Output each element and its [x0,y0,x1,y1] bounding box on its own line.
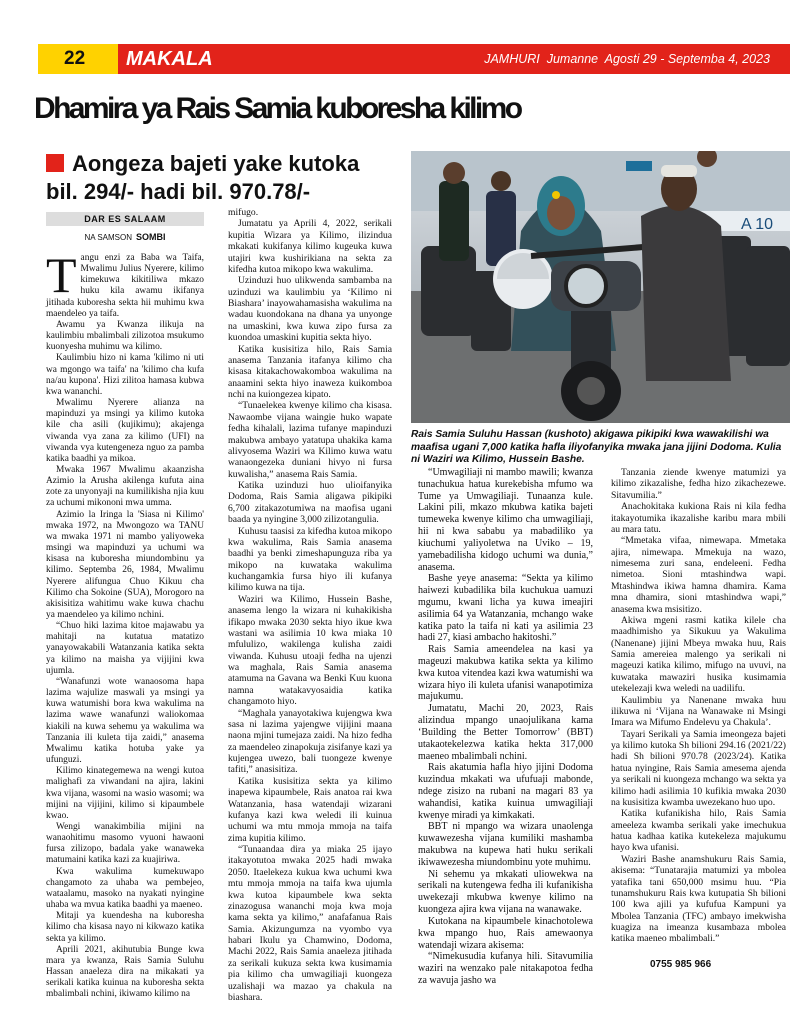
publication-date: JAMHURI Jumanne Agosti 29 - Septemba 4, 2023 [484,52,770,66]
article-paragraph: Azimio la Iringa la 'Siasa ni Kilimo' mwaka 1972, na Mwongozo wa TANU wa mwaka 1971 ni mambo yaliyoweka msingi wa mapinduzi ya uchumi wa kisasa na kuboresha miundombinu ya kilimo. Septemba 26, 1984, Mwalimu Nyerere alifungua Chuo Kikuu cha Kilimo cha Sokoine (SUA), Morogoro na akisisitiza wahitimu wake kuwa chachu ya maendeleo ya kilimo nchini. [46,509,204,620]
section-band [118,44,790,74]
byline [46,230,204,245]
article-paragraph: Kwa wakulima kumekuwapo changamoto za uhaba wa pembejeo, wataalamu, masoko na nyakati nyingine uhaba wa mvua katika baadhi ya maeneo. [46,866,204,911]
byline-name: SOMBI [136,232,166,242]
article-paragraph: mifugo. [228,207,259,218]
article-paragraph: Wengi wanakimbilia mijini na wanaohitimu masomo vyuoni hawaoni fursa zilizopo, badala yake wanaweka matumaini katika kazi za kuajiriwa. [46,821,204,866]
article-paragraph: Kuhusu taasisi za kifedha kutoa mikopo kwa wakulima, Rais Samia anasema baadhi ya benki zimeshapunguza riba ya mikopo na kuwataka wakulima kuchangamkia fursa hiyo ili kufanya kilimo kuwa na tija. [228,525,392,594]
byline-prefix: NA SAMSON [84,233,133,242]
article-paragraph: “Tunaandaa dira ya miaka 25 ijayo itakayotutoa mwaka 2025 hadi mwaka 2050. Itaelekeza kukua kwa uchumi kwa mtu mmoja mmoja na taifa kwa ujumla kwa kutoa kipaumbele kwa sekta zinazogusa wananchi moja kwa moja kama sekta ya kilimo,” anafafanua Rais Samia. Akizungumza na vyombo vya habari Ikulu ya Chamwino, Dodoma, Machi 2022, Rais Samia anaeleza jitihada za serikali kukuza sekta kwa kusimamia pia kilimo cha umwagiliaji kuongeza uzalishaji wa mazao ya chakula na biashara. [228,844,392,1003]
article-paragraph: “Maghala yanayotakiwa kujengwa kwa sasa ni lazima yajengwe vijijini maana naona mjini tumejaza zaidi. Na hizo fedha za maendeleo zinapokuja zisifanye kazi ya kujengea uwezo, bali tuongeze kwenye tafiti,” anasisitiza. [228,707,392,776]
svg-text:A 10: A 10 [741,216,774,233]
subheadline: Aongeza bajeti yake kutoka bil. 294/- hadi bil. 970.78/- [46,151,360,204]
article-column-2 [228,207,392,1003]
article-paragraph: “Tunaelekea kwenye kilimo cha kisasa. Nawaombe vijana waingie huko wapate fedha kihalali, lazima tufanye mapinduzi makubwa ambayo yatatupa uhakika kama alivyosema Waziri wa Kilimo kuwa watu wanaongezeka duniani hivyo ni fursa kuwalisha,” anasema Rais Samia. [228,400,392,480]
article-paragraph: Tanzania ziende kwenye matumizi ya kilimo zikazalishe, fedha hizo zikachezewe. Sitavumilia.” [611,467,786,501]
red-square-icon [46,154,64,172]
article-paragraph: Kilimo kinategemewa na wengi kutoa malighafi za viwandani na ajira, lakini kwa vijana, wasomi na wasio wasomi; wa mijini na vijijini, kilimo si kipaumbele kwao. [46,766,204,821]
article-paragraph: Katika kusisitiza hilo, Rais Samia anasema Tanzania itafanya kilimo cha kisasa kitakachowakomboa wakulima na anaamini sekta hiyo inaweza kuikomboa nchi na kuiongezea kipato. [228,343,392,400]
paragraph-text: angu enzi za Baba wa Taifa, Mwalimu Julius Nyerere, kilimo kimekuwa kikitiliwa mkazo huku kila awamu ikifanya jitihada kuboresha sekta hii muhimu kwa maendeleo ya taifa. [46,253,204,319]
article-paragraph: “Chuo hiki lazima kitoe majawabu ya mahitaji na kutatua matatizo yanayowakabili Watanzania katika sekta ya kilimo na maisha ya vijijini kwa ujumla. [46,621,204,676]
article-paragraph: Bashe yeye anasema: “Sekta ya kilimo haiwezi kubadilika bila kuchukua uamuzi mgumu, kwani licha ya kuwa imeajiri asilimia 64 ya Watanzania, mchango wake katika pato la taifa ni kati ya asilimia 23 hadi 27, kiasi ambacho hakitoshi.” [418,573,593,644]
article-column-3 [418,467,593,987]
dateline: DAR ES SALAAM [46,212,204,226]
contact-phone: 0755 985 966 [650,959,712,970]
article-paragraph: Ni sehemu ya mkakati uliowekwa na serikali na kutengewa fedha ili kufanikisha uwekezaji mkubwa kwenye kilimo na kuongeza ajira kwa vijana na wanawake. [418,868,593,916]
article-paragraph: Mwaka 1967 Mwalimu akaanzisha Azimio la Arusha akilenga kufuta aina zote za unyonyaji na kumilikisha njia kuu za uchumi mikononi mwa umma. [46,464,204,509]
article-paragraph: Akiwa mgeni rasmi katika kilele cha maadhimisho ya Sikukuu ya Wakulima (Nanenane) jijini Mbeya mwaka huu, Rais Samia amereiea malengo ya serikali ni mageuzi katika kilimo, mifugo na uvuvi, na kuwataka mawaziri husika kusimamia utekelezaji kwa weledi na uadilifu. [611,614,786,695]
article-paragraph: Katika kusisitiza sekta ya kilimo inapewa kipaumbele, Rais anatoa rai kwa Watanzania, hasa watendaji wizarani kufanya kazi kwa weledi ili kuinua uchumi wa mtu mmoja mmoja na taifa zima kupitia kilimo. [228,775,392,844]
article-paragraph: “Wanafunzi wote wanaosoma hapa lazima wajulize maswali ya msingi ya kuwa watumishi bora kwa wakulima na lazima wawe wanafunzi waliokomaa kiakili na kuwa sehemu ya wakulima wa Tanzania ili kuleta tija zaidi,” anasema Mwalimu katika hotuba yake ya ufunguzi. [46,676,204,766]
article-column-4 [611,467,786,945]
article-paragraph: Kutokana na kipaumbele kinachotolewa kwa mpango huo, Rais amewaonya watendaji wizara akisema: [418,915,593,951]
article-paragraph: Aprili 2021, akihutubia Bunge kwa mara ya kwanza, Rais Samia Suluhu Hassan anaeleza dira na mikakati ya serikali katika kuinua na kuboresha sekta mbalimbali nchini, ikiwamo kilimo na [46,944,204,1000]
article-paragraph: Anachokitaka kukiona Rais ni kila fedha itakayotumika ikazalishe karibu mara mbili au mara tatu. [611,501,786,535]
article-paragraph: Uzinduzi huo ulikwenda sambamba na uzinduzi wa kaulimbiu ya ‘Kilimo ni Biashara’ inayowahamasisha wakulima na wadau kuondokana na dhana ya unyonge na umaskini, kwa kuwa zipo fursa za kuondoa umaskini kupitia sekta hiyo. [228,275,392,344]
article-paragraph: Kaulimbiu ya Nanenane mwaka huu ilikuwa ni ‘Vijana na Wanawake ni Msingi Imara wa Mifumo Endelevu ya Chakula’. [611,694,786,729]
page-header-bar [38,44,790,74]
article-paragraph: Katika kufanikisha hilo, Rais Samia ameeleza kwamba serikali yake imechukua hatua kadhaa katika kutekeleza majukumu hayo kwa ufanisi. [611,808,786,854]
article-paragraph: Mitaji ya kuendesha na kuboresha kilimo cha kisasa nayo ni kikwazo katika sekta ya kilimo. [46,911,204,944]
article-paragraph: “Nimekusudia kufanya hili. Sitavumilia waziri na wenzako pale nitakapotoa fedha za wavuja jasho wa [418,951,593,986]
article-paragraph: Rais Samia ameendelea na kasi ya mageuzi makubwa katika sekta ya kilimo kwa kutoa vitendea kazi kwa watumishi wa wizara hiyo ili kuleta ufanisi wanapotimiza majukumu. [418,644,593,703]
photo-caption: Rais Samia Suluhu Hassan (kushoto) akigawa pikipiki kwa wawakilishi wa maafisa ugani 7,000 katika hafla iliyofanyika mwaka jana jijini Dodoma. Kulia ni Waziri wa Kilimo, Hussein Bashe. [411,429,782,465]
article-paragraph: Awamu ya Kwanza ilikuja na kaulimbiu mbalimbali zilizotoa msukumo kuonyesha muhimu wa kilimo. [46,319,204,353]
article-paragraph: Mwalimu Nyerere alianza na mapinduzi ya msingi ya kilimo kutoka kile cha asili (kujikimu); akajenga viwanda vya zana za kilimo (UFI) na viwanda vya kutengeneza nguo za pamba katika baadhi ya mikoa. [46,398,204,464]
article-paragraph: Jumatatu ya Aprili 4, 2022, serikali kupitia Wizara ya Kilimo, ilizindua mkakati kukifanya kilimo kugeuka kuwa utajiri kwa kushirikiana na sekta za kifedha kutoa mikopo kwa wakulima. [228,218,392,275]
article-paragraph [46,247,204,320]
article-paragraph: BBT ni mpango wa wizara unaolenga kuwawezesha vijana kumiliki mashamba makubwa na kupewa hati huku serikali ikiwawezesha miundombinu yote muhimu. [418,821,593,868]
article-paragraph: Katika uzinduzi huo ulioifanyika Dodoma, Rais Samia aligawa pikipiki 6,700 zitakazotumiwa na maofisa ugani baada ya nyingine 3,000 zilizotangulia. [228,480,392,526]
page-number: 22 [38,44,118,74]
subheadline-block [46,150,386,206]
headline: Dhamira ya Rais Samia kuboresha kilimo [34,92,521,125]
section-label: MAKALA [126,48,213,70]
article-paragraph: “Umwagiliaji ni mambo mawili; kwanza tunachukua hatua kurekebisha mfumo wa Tume ya Umwagiliaji. Tunaanza kule. Lakini pili, mkazo mkubwa katika bajeti tumeweka kwenye kilimo cha umwagiliaji, hii ni kwa sababu ya mabadiliko ya kiuchumi yaliyoletwa na Uviko – 19, yamebadilisha kidogo uchumi wa dunia,” anasema. [418,467,593,573]
article-paragraph: Waziri Bashe anamshukuru Rais Samia, akisema: “Tunatarajia matumizi ya mbolea yatafika tani 650,000 msimu huu. “Pia tunamshukuru Rais kwa kutupatia Sh bilioni 100 kwa ajili ya kufufua Kampuni ya Mbolea Tanzania (TFC) ambayo imekwisha kuagiza na imeanza kusambaza mbolea katika maeneo mbalimbali.” [611,853,786,945]
drop-cap: T [46,247,77,303]
article-photo [411,151,790,423]
article-paragraph: Tayari Serikali ya Samia imeongeza bajeti ya kilimo kutoka Sh bilioni 294.16 (2021/22) hadi Sh bilioni 970.78 (2023/24). Katika hatua nyingine, Rais Samia amesema ajenda ya serikali ni kuongeza mchango wa sekta ya kilimo hadi asilimia 10 kufikia mwaka 2030 na kusisitiza kwamba uwezekano huo upo. [611,728,786,808]
article-paragraph: Kaulimbiu hizo ni kama 'kilimo ni uti wa mgongo wa taifa' na 'kilimo cha kufa na/au kupona'. Hizi zilitoa hamasa kubwa kwa wananchi. [46,353,204,397]
article-paragraph: “Mmetaka vifaa, nimewapa. Mmetaka ajira, nimewapa. Mmekuja na wazo, nimesema zuri sana, endeleeni. Fedha nimetoa. Sioni mtashindwa wapi. Mtashindwa ikiwa hamna dhamira. Kama mna dhamira, sioni mtashindwa wapi,” anasema kwa msisitizo. [611,535,786,615]
article-paragraph: Waziri wa Kilimo, Hussein Bashe, anasema lengo la wizara ni kuhakikisha ifikapo mwaka 2030 sekta hiyo ikue kwa wastani wa asilimia 10 kwa miaka 10 mfululizo, wakilenga kulisha zaidi viwanda. Kuhusu utoaji fedha na ujenzi wa maghala, Rais Samia anasema atamuma na Gavana wa Benki Kuu kuona namna watakavyosaidia katika changamoto hiyo. [228,593,392,708]
article-paragraph: Jumatatu, Machi 20, 2023, Rais alizindua mpango unaojulikana kama ‘Building the Better Tomorrow’ (BBT) utakaotekelezwa katika hekta 317,000 maeneo mbalimbali nchini. [418,703,593,762]
president-motorcycle-photo [411,151,790,423]
article-paragraph: Rais akatumia hafla hiyo jijini Dodoma kuzindua mkakati wa ufufuaji mabonde, ndege zisizo na rubani na magari 83 ya wahandisi, katika kuinua umwagiliaji kwenye miradi ya kimkakati. [418,762,593,821]
article-column-1 [46,247,204,1000]
